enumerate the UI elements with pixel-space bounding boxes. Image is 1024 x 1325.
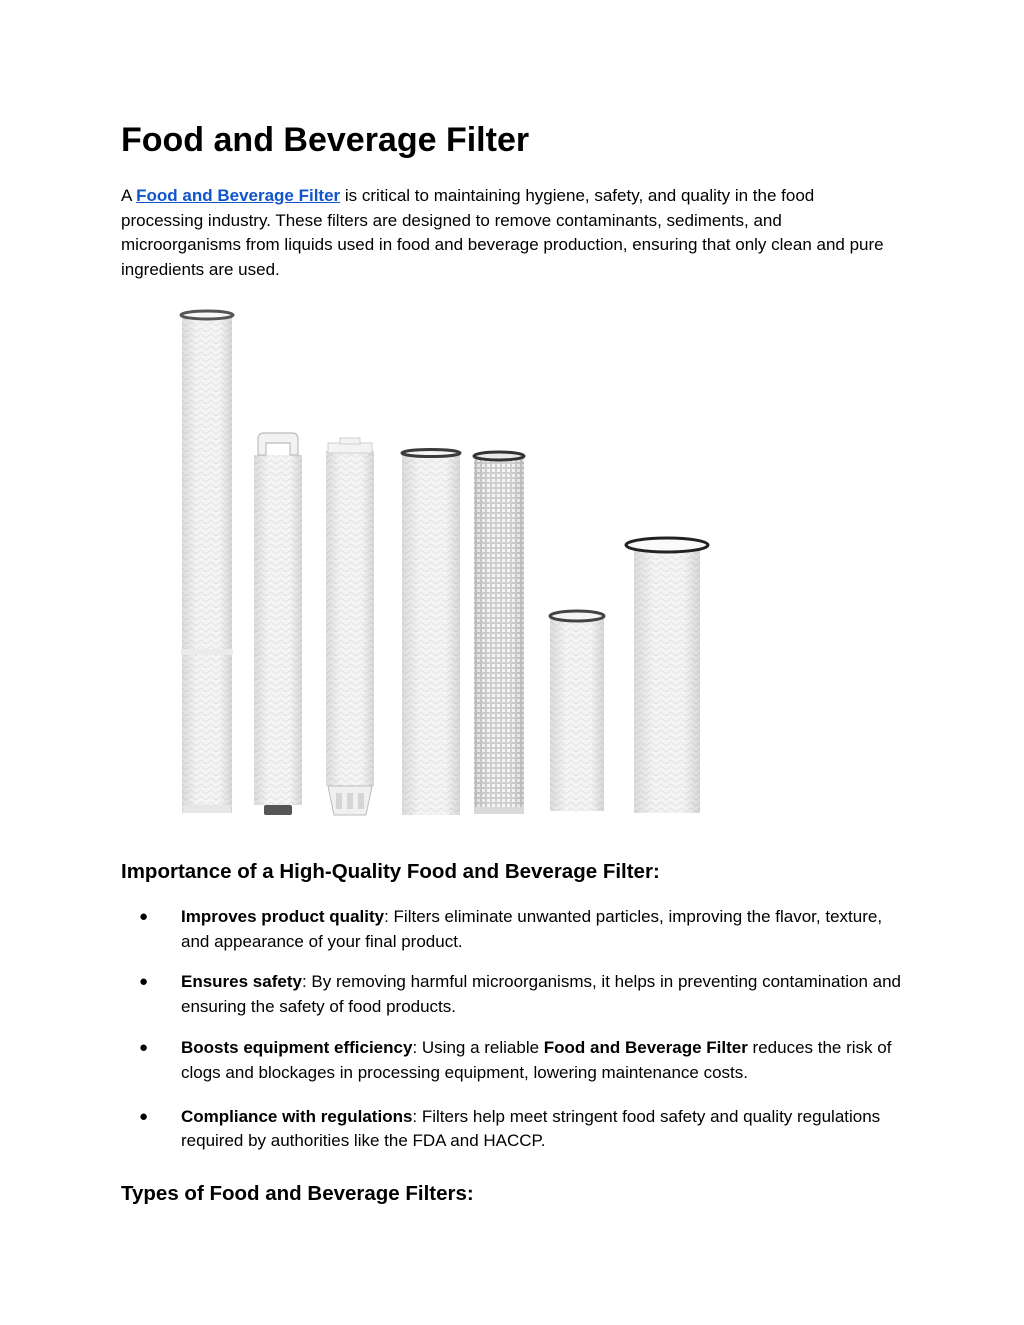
benefit-title: Improves product quality	[181, 907, 385, 926]
benefit-text: : Filters eliminate unwanted particles, improving the flavor, texture, and appearance of your final product.	[181, 907, 883, 951]
bullet-icon: ●	[139, 973, 149, 991]
handle-top-filter-cartridge	[254, 433, 302, 815]
bullet-icon: ●	[139, 1107, 149, 1125]
intro-paragraph	[121, 184, 891, 282]
mesh-filter-cartridge	[474, 452, 524, 814]
list-item	[121, 1105, 911, 1154]
bullet-icon: ●	[139, 1039, 149, 1057]
list-item	[121, 1036, 911, 1085]
benefit-emphasis: Food and Beverage Filter	[543, 1038, 748, 1058]
benefit-text-continued: reduces the risk of clogs and blockages in processing equipment, lowering maintenance costs.	[181, 1038, 892, 1082]
short-filter-cartridge	[550, 611, 604, 811]
types-heading: Types of Food and Beverage Filters:	[121, 1182, 474, 1205]
benefit-title: Ensures safety	[181, 972, 302, 992]
page-title: Food and Beverage Filter	[121, 121, 530, 159]
filter-cartridges-illustration	[176, 303, 776, 823]
intro-prefix: A	[121, 186, 137, 205]
benefit-title: Boosts equipment efficiency	[181, 1038, 413, 1058]
filter-cartridges-image	[176, 303, 776, 823]
food-beverage-filter-link[interactable]: Food and Beverage Filter	[136, 186, 341, 205]
oring-top-filter-cartridge	[402, 450, 460, 816]
tall-filter-cartridge	[181, 311, 233, 813]
cage-top-filter-cartridge	[326, 438, 374, 815]
benefit-text: : Using a reliable	[412, 1038, 544, 1058]
list-item	[121, 905, 911, 954]
bullet-icon: ●	[139, 908, 149, 925]
benefit-text: : By removing harmful microorganisms, it helps in preventing contamination and ensuring the safety of food products.	[181, 972, 902, 1016]
intro-text: is critical to maintaining hygiene, safety, and quality in the food processing industry. These filters are designed to remove contaminants, sediments, and microorganisms from liquids used in food and beverage production, ensuring that only clean and pure ingredients are used.	[121, 186, 884, 279]
importance-heading: Importance of a High-Quality Food and Beverage Filter:	[121, 860, 660, 883]
benefits-list	[121, 905, 911, 1154]
benefit-text: : Filters help meet stringent food safety and quality regulations required by authorities like the FDA and HACCP.	[181, 1106, 881, 1151]
benefit-title: Compliance with regulations	[181, 1106, 413, 1126]
flanged-filter-cartridge	[626, 538, 708, 813]
list-item	[121, 970, 911, 1019]
